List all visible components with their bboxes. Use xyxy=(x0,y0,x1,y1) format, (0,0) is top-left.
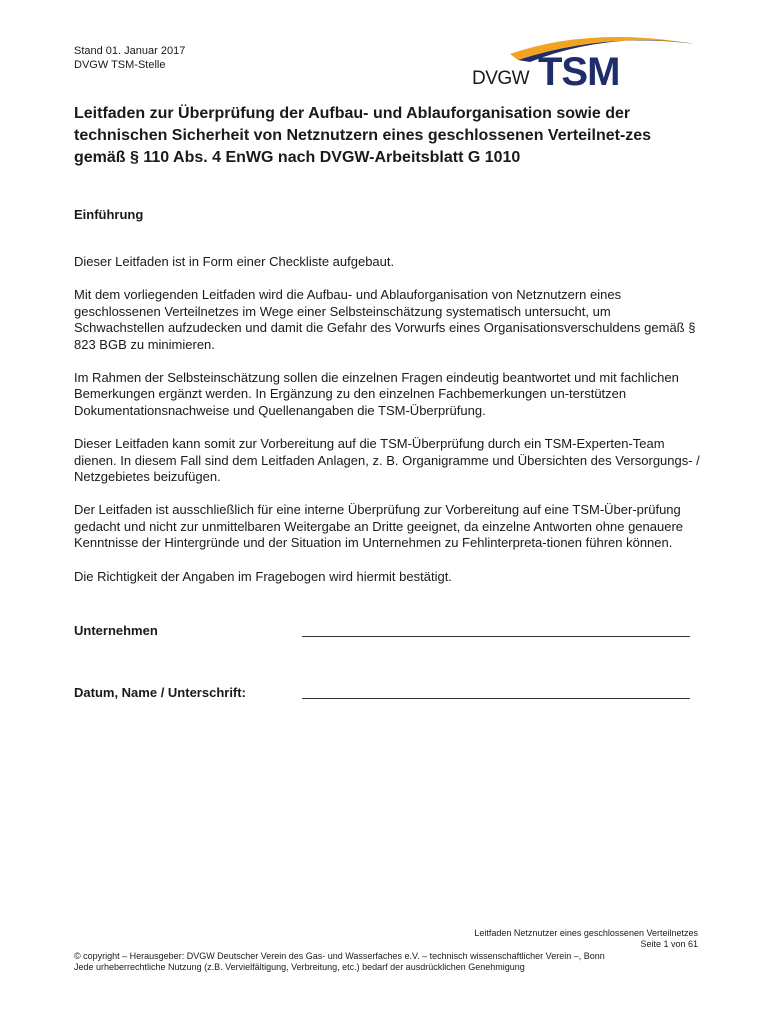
paragraph: Der Leitfaden ist ausschließlich für eine interne Überprüfung zur Vorbereitung auf eine TSM-Über-prüfung gedacht und nicht zur unmittelbaren Weitergabe an Dritte geeignet, da einzelne Antworten ohne genauere Kenntnisse der Hintergründe und der Situation im Unternehmen zu Fehlinterpreta-tionen führen können. xyxy=(74,502,684,551)
paragraph: Mit dem vorliegenden Leitfaden wird die Aufbau- und Ablauforganisation von Netznutzern eines geschlossenen Verteilnetzes im Wege einer Selbsteinschätzung systematisch untersucht, um Schwachstellen aufzudecken und damit die Gefahr des Vorwurfs eines Organisationsverschuldens gemäß § 823 BGB zu minimieren. xyxy=(74,287,696,352)
footer-doc-name: Leitfaden Netznutzer eines geschlossenen Verteilnetzes xyxy=(474,928,698,938)
paragraph: Im Rahmen der Selbsteinschätzung sollen die einzelnen Fragen eindeutig beantwortet und mit fachlichen Bemerkungen ergänzt werden. In Ergänzung zu den einzelnen Fachbemerkungen un-terstützen Dokumentationsnachweise und Quellenangaben die TSM-Überprüfung. xyxy=(74,370,679,418)
stand-date: Stand 01. Januar 2017 xyxy=(74,45,186,57)
logo-tsm-text: TSM xyxy=(538,50,620,94)
logo-dvgw-text: DVGW xyxy=(472,68,530,89)
date-name-signature-fill-line[interactable] xyxy=(302,698,690,699)
date-signature-row xyxy=(74,685,704,700)
dvgw-tsm-logo xyxy=(470,30,700,100)
document-header-meta xyxy=(74,44,185,72)
org-name: DVGW TSM-Stelle xyxy=(74,59,166,71)
company-fill-line[interactable] xyxy=(302,636,690,637)
paragraph: Dieser Leitfaden ist in Form einer Checkliste aufgebaut. xyxy=(74,254,395,269)
copyright-line: © copyright – Herausgeber: DVGW Deutscher Verein des Gas- und Wasserfaches e.V. – technisch wissenschaftlicher Verein –, Bonn xyxy=(74,951,605,961)
paragraph: Die Richtigkeit der Angaben im Fragebogen wird hiermit bestätigt. xyxy=(74,568,452,584)
copyright-notice xyxy=(74,951,704,973)
usage-notice-line: Jede urheberrechtliche Nutzung (z.B. Vervielfältigung, Verbreitung, etc.) bedarf der ausdrücklichen Genehmigung xyxy=(74,962,525,972)
company-label: Unternehmen xyxy=(74,623,158,638)
company-signature-row xyxy=(74,623,704,638)
page-number: Seite 1 von 61 xyxy=(640,939,698,949)
section-heading: Einführung xyxy=(74,207,144,222)
date-name-signature-label: Datum, Name / Unterschrift: xyxy=(74,685,246,700)
document-title: Leitfaden zur Überprüfung der Aufbau- und Ablauforganisation sowie der technischen Sicherheit von Netznutzern eines geschlossenen Verteilnet-zes gemäß § 110 Abs. 4 EnWG nach DVGW-Arbeitsblatt G 1010 xyxy=(74,105,652,166)
intro-body xyxy=(74,254,704,602)
page-footer-info xyxy=(474,928,698,950)
paragraph: Dieser Leitfaden kann somit zur Vorbereitung auf die TSM-Überprüfung durch ein TSM-Experten-Team dienen. In diesem Fall sind dem Leitfaden Anlagen, z. B. Organigramme und Übersichten des Versorgungs- / Netzgebietes beizufügen. xyxy=(74,436,700,485)
